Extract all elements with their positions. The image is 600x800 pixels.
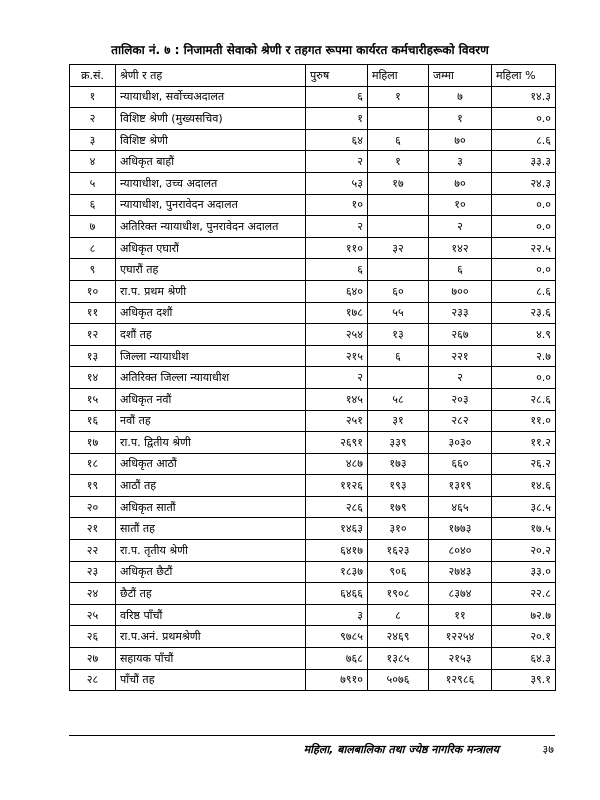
cell-female-pct: २६.२ <box>492 453 556 475</box>
cell-total: २ <box>429 216 492 238</box>
cell-level: अधिकृत नवौं <box>116 388 306 410</box>
cell-female: १९०८ <box>368 583 429 605</box>
cell-total: ६ <box>429 259 492 281</box>
col-header-male: पुरुष <box>306 65 368 87</box>
cell-female-pct: १७.५ <box>492 518 556 540</box>
cell-female-pct: ०.० <box>492 216 556 238</box>
cell-sn: २८ <box>70 669 116 691</box>
cell-female-pct: २२.५ <box>492 237 556 259</box>
table-row <box>70 561 556 583</box>
table-row <box>70 108 556 130</box>
cell-male: १७८ <box>306 302 368 324</box>
table-row <box>70 583 556 605</box>
cell-female: ३१० <box>368 518 429 540</box>
cell-level: आठौं तह <box>116 475 306 497</box>
cell-level: एघारौं तह <box>116 259 306 281</box>
cell-total: ८३७४ <box>429 583 492 605</box>
cell-level: सातौं तह <box>116 518 306 540</box>
cell-female: ३३९ <box>368 432 429 454</box>
cell-female-pct: १४.६ <box>492 475 556 497</box>
cell-male: १८३७ <box>306 561 368 583</box>
cell-female: ८ <box>368 604 429 626</box>
cell-level: विशिष्ट श्रेणी <box>116 129 306 151</box>
cell-total: ३०३० <box>429 432 492 454</box>
cell-female: ५०७६ <box>368 669 429 691</box>
cell-level: रा.प. प्रथम श्रेणी <box>116 280 306 302</box>
cell-female-pct: ०.० <box>492 259 556 281</box>
cell-female-pct: ३९.१ <box>492 669 556 691</box>
table-row <box>70 259 556 281</box>
cell-male: १४५ <box>306 388 368 410</box>
cell-female-pct: ०.० <box>492 108 556 130</box>
cell-female: १७ <box>368 172 429 194</box>
cell-level: अधिकृत आठौं <box>116 453 306 475</box>
cell-female-pct: ०.० <box>492 367 556 389</box>
table-row <box>70 302 556 324</box>
cell-total: ८०४० <box>429 540 492 562</box>
cell-female-pct: २४.३ <box>492 172 556 194</box>
cell-male: २८६ <box>306 496 368 518</box>
table-body <box>70 86 556 691</box>
cell-total: ७० <box>429 129 492 151</box>
cell-total: २३३ <box>429 302 492 324</box>
table-row <box>70 216 556 238</box>
cell-female-pct: ७२.७ <box>492 604 556 626</box>
cell-female-pct: ३३.० <box>492 561 556 583</box>
cell-level: अधिकृत सातौं <box>116 496 306 518</box>
cell-sn: २० <box>70 496 116 518</box>
cell-total: ११ <box>429 604 492 626</box>
cell-level: न्यायाधीश, पुनरावेदन अदालत <box>116 194 306 216</box>
table-row <box>70 626 556 648</box>
cell-sn: १३ <box>70 345 116 367</box>
cell-level: न्यायाधीश, उच्च अदालत <box>116 172 306 194</box>
cell-male: ३ <box>306 604 368 626</box>
cell-total: ४६५ <box>429 496 492 518</box>
cell-female: ६० <box>368 280 429 302</box>
cell-female-pct: २३.६ <box>492 302 556 324</box>
cell-total: १० <box>429 194 492 216</box>
header-row <box>70 65 556 87</box>
cell-female: १३८५ <box>368 648 429 670</box>
table-row <box>70 432 556 454</box>
cell-level: जिल्ला न्यायाधीश <box>116 345 306 367</box>
cell-male: १४६३ <box>306 518 368 540</box>
table-row <box>70 669 556 691</box>
cell-male: १० <box>306 194 368 216</box>
cell-sn: ९ <box>70 259 116 281</box>
cell-male: ६ <box>306 86 368 108</box>
cell-male: १ <box>306 108 368 130</box>
table-title: तालिका नं. ७ : निजामती सेवाको श्रेणी र तहगत रूपमा कार्यरत कर्मचारीहरूको विवरण <box>111 43 489 57</box>
cell-male: ६ <box>306 259 368 281</box>
cell-total: ७०० <box>429 280 492 302</box>
cell-total: १३१९ <box>429 475 492 497</box>
cell-sn: १५ <box>70 388 116 410</box>
cell-total: २०३ <box>429 388 492 410</box>
cell-female: ५८ <box>368 388 429 410</box>
cell-male: ७६८ <box>306 648 368 670</box>
cell-sn: २ <box>70 108 116 130</box>
cell-sn: २५ <box>70 604 116 626</box>
cell-female: १ <box>368 151 429 173</box>
cell-sn: ६ <box>70 194 116 216</box>
cell-female: १३ <box>368 324 429 346</box>
cell-level: अधिकृत छैटौं <box>116 561 306 583</box>
cell-sn: ७ <box>70 216 116 238</box>
cell-female-pct: २.७ <box>492 345 556 367</box>
cell-sn: १ <box>70 86 116 108</box>
cell-sn: २६ <box>70 626 116 648</box>
cell-total: १७७३ <box>429 518 492 540</box>
cell-male: ६४६६ <box>306 583 368 605</box>
cell-male: ७९१० <box>306 669 368 691</box>
table-row <box>70 280 556 302</box>
table-row <box>70 540 556 562</box>
cell-male: २ <box>306 367 368 389</box>
cell-level: नवौं तह <box>116 410 306 432</box>
table-row <box>70 496 556 518</box>
cell-sn: १९ <box>70 475 116 497</box>
cell-sn: ११ <box>70 302 116 324</box>
cell-male: ५३ <box>306 172 368 194</box>
cell-sn: ४ <box>70 151 116 173</box>
cell-female: १ <box>368 86 429 108</box>
cell-female-pct: ०.० <box>492 194 556 216</box>
cell-level: अधिकृत एघारौं <box>116 237 306 259</box>
footer-divider <box>69 735 555 736</box>
cell-sn: १६ <box>70 410 116 432</box>
table-row <box>70 475 556 497</box>
cell-female-pct: ६४.३ <box>492 648 556 670</box>
cell-female-pct: ८.६ <box>492 129 556 151</box>
cell-sn: २७ <box>70 648 116 670</box>
cell-female: १७३ <box>368 453 429 475</box>
cell-sn: १४ <box>70 367 116 389</box>
cell-female <box>368 259 429 281</box>
cell-female-pct: २८.६ <box>492 388 556 410</box>
cell-total: २ <box>429 367 492 389</box>
cell-female: १९३ <box>368 475 429 497</box>
table-row <box>70 237 556 259</box>
cell-female-pct: ४.९ <box>492 324 556 346</box>
cell-female-pct: २०.१ <box>492 626 556 648</box>
table-row <box>70 129 556 151</box>
cell-total: ७ <box>429 86 492 108</box>
cell-level: अधिकृत दशौं <box>116 302 306 324</box>
cell-female-pct: ८.६ <box>492 280 556 302</box>
cell-female <box>368 108 429 130</box>
table-row <box>70 367 556 389</box>
cell-male: २६९१ <box>306 432 368 454</box>
cell-level: छैटौं तह <box>116 583 306 605</box>
cell-sn: २१ <box>70 518 116 540</box>
cell-total: ३ <box>429 151 492 173</box>
cell-female: १६२३ <box>368 540 429 562</box>
cell-female-pct: ३८.५ <box>492 496 556 518</box>
cell-level: न्यायाधीश, सर्वोच्चअदालत <box>116 86 306 108</box>
footer-ministry: महिला, बालबालिका तथा ज्येष्ठ नागरिक मन्त्रालय <box>303 743 499 756</box>
cell-female: ५५ <box>368 302 429 324</box>
table-row <box>70 518 556 540</box>
cell-male: ११० <box>306 237 368 259</box>
cell-female: ३२ <box>368 237 429 259</box>
cell-total: १ <box>429 108 492 130</box>
cell-total: २१५३ <box>429 648 492 670</box>
cell-female <box>368 216 429 238</box>
table-row <box>70 345 556 367</box>
table-row <box>70 324 556 346</box>
table-row <box>70 151 556 173</box>
cell-level: रा.प. द्वितीय श्रेणी <box>116 432 306 454</box>
cell-female-pct: १४.३ <box>492 86 556 108</box>
cell-sn: १२ <box>70 324 116 346</box>
table-row <box>70 86 556 108</box>
cell-sn: १० <box>70 280 116 302</box>
cell-total: २६७ <box>429 324 492 346</box>
cell-male: ६४ <box>306 129 368 151</box>
col-header-level: श्रेणी र तह <box>116 65 306 87</box>
cell-male: ११२६ <box>306 475 368 497</box>
cell-level: अतिरिक्त न्यायाधीश, पुनरावेदन अदालत <box>116 216 306 238</box>
col-header-female: महिला <box>368 65 429 87</box>
cell-female <box>368 367 429 389</box>
cell-female-pct: २२.८ <box>492 583 556 605</box>
table-row <box>70 172 556 194</box>
table-row <box>70 410 556 432</box>
staff-table <box>69 64 556 691</box>
cell-female: ६ <box>368 129 429 151</box>
cell-sn: १८ <box>70 453 116 475</box>
cell-level: अधिकृत बाहौं <box>116 151 306 173</box>
cell-female-pct: ११.० <box>492 410 556 432</box>
cell-total: २७४३ <box>429 561 492 583</box>
cell-male: ६४१७ <box>306 540 368 562</box>
cell-female-pct: ११.२ <box>492 432 556 454</box>
cell-sn: २३ <box>70 561 116 583</box>
page-number: ३७ <box>542 743 554 756</box>
cell-male: २ <box>306 151 368 173</box>
cell-female: ३१ <box>368 410 429 432</box>
cell-sn: ५ <box>70 172 116 194</box>
cell-sn: २४ <box>70 583 116 605</box>
cell-sn: २२ <box>70 540 116 562</box>
table-row <box>70 648 556 670</box>
cell-female: १७९ <box>368 496 429 518</box>
cell-male: २ <box>306 216 368 238</box>
cell-male: २१५ <box>306 345 368 367</box>
cell-level: वरिष्ठ पाँचौं <box>116 604 306 626</box>
cell-female-pct: ३३.३ <box>492 151 556 173</box>
cell-total: ७० <box>429 172 492 194</box>
table-row <box>70 604 556 626</box>
cell-level: दशौं तह <box>116 324 306 346</box>
cell-male: ६४० <box>306 280 368 302</box>
cell-sn: ८ <box>70 237 116 259</box>
table-row <box>70 194 556 216</box>
cell-total: १४२ <box>429 237 492 259</box>
table-row <box>70 388 556 410</box>
cell-total: २२१ <box>429 345 492 367</box>
cell-level: सहायक पाँचौं <box>116 648 306 670</box>
col-header-sn: क्र.सं. <box>70 65 116 87</box>
cell-level: पाँचौं तह <box>116 669 306 691</box>
cell-level: विशिष्ट श्रेणी (मुख्यसचिव) <box>116 108 306 130</box>
col-header-female-pct: महिला % <box>492 65 556 87</box>
cell-total: २८२ <box>429 410 492 432</box>
cell-sn: १७ <box>70 432 116 454</box>
cell-male: ४८७ <box>306 453 368 475</box>
cell-level: अतिरिक्त जिल्ला न्यायाधीश <box>116 367 306 389</box>
cell-total: १२२५४ <box>429 626 492 648</box>
cell-female <box>368 194 429 216</box>
cell-male: २५१ <box>306 410 368 432</box>
cell-total: १२९८६ <box>429 669 492 691</box>
cell-sn: ३ <box>70 129 116 151</box>
cell-female: ६ <box>368 345 429 367</box>
col-header-total: जम्मा <box>429 65 492 87</box>
cell-female: ९०६ <box>368 561 429 583</box>
cell-female-pct: २०.२ <box>492 540 556 562</box>
cell-level: रा.प.अनं. प्रथमश्रेणी <box>116 626 306 648</box>
cell-male: ९७८५ <box>306 626 368 648</box>
cell-male: २५४ <box>306 324 368 346</box>
cell-level: रा.प. तृतीय श्रेणी <box>116 540 306 562</box>
cell-total: ६६० <box>429 453 492 475</box>
cell-female: २४६९ <box>368 626 429 648</box>
table-row <box>70 453 556 475</box>
